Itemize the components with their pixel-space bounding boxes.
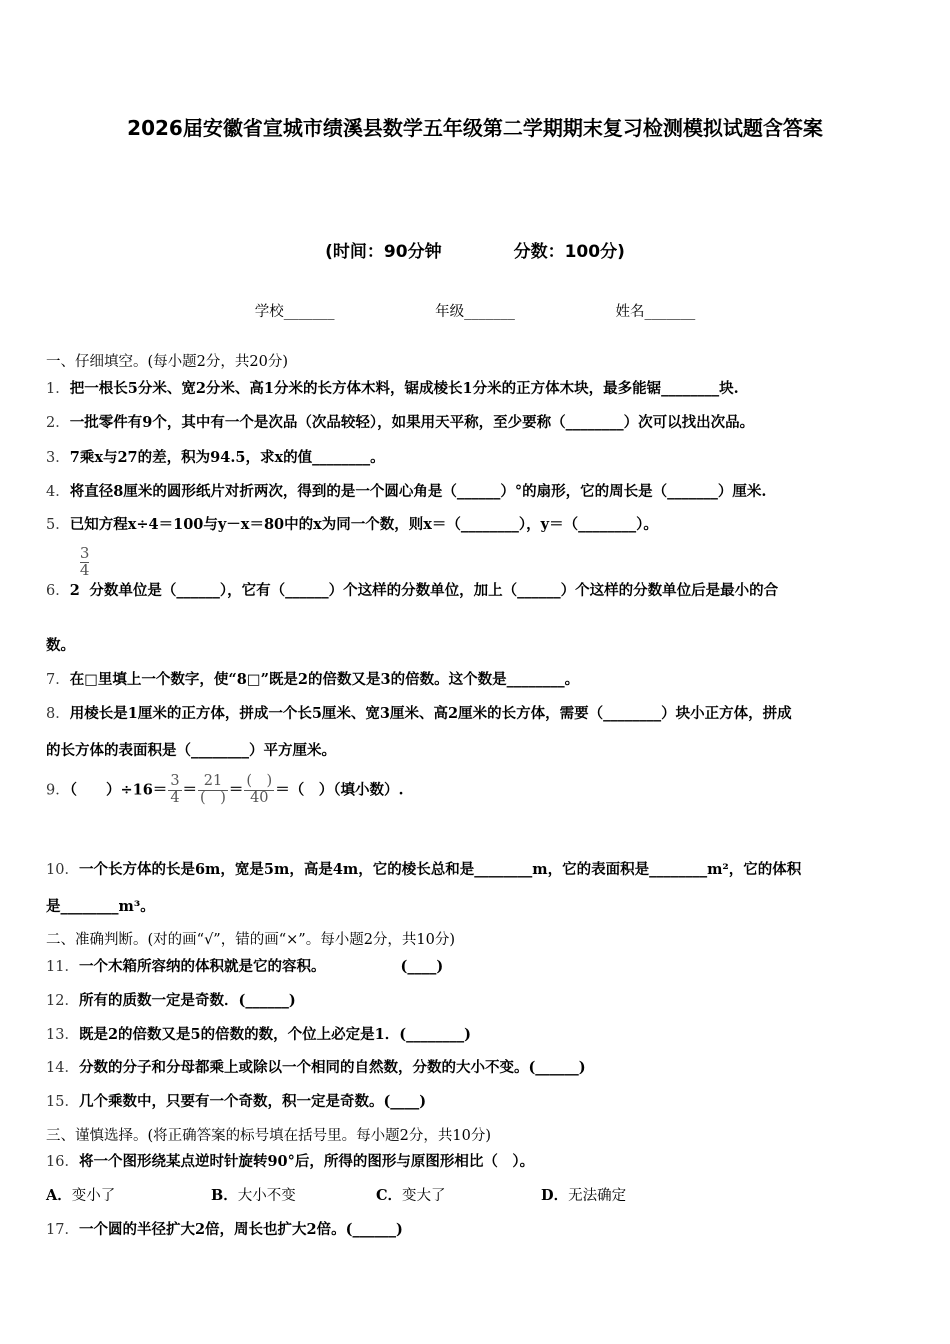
question-text: 一个木箱所容纳的体积就是它的容积。 <box>78 958 326 975</box>
question-number: 8． <box>46 706 70 722</box>
question-number: 17． <box>46 1222 79 1238</box>
option-b[interactable]: B．大小不变 <box>211 1187 296 1204</box>
question-text: 一个长方体的长是6m，宽是5m，高是4m，它的棱长总和是________m，它的表面积是________m²，它的体积 <box>78 861 802 878</box>
section-heading: 三、谨慎选择。(将正确答案的标号填在括号里。每小题2分，共10分) <box>46 1128 491 1144</box>
question-number: 4． <box>46 484 70 500</box>
question-text: 将一个图形绕某点逆时针旋转90°后，所得的图形与原图形相比（ ）。 <box>78 1153 535 1170</box>
question-6 <box>46 546 908 600</box>
question-text: 既是2的倍数又是5的倍数的数，个位上必定是1．(________) <box>78 1026 471 1043</box>
question-number: 5． <box>46 517 70 533</box>
question-2 <box>46 411 908 432</box>
option-d[interactable]: D．无法确定 <box>541 1187 627 1204</box>
fraction-21-blank <box>198 774 228 807</box>
question-text: 7乘x与27的差，积为94.5，求x的值________。 <box>69 449 385 466</box>
question-text: 将直径8厘米的圆形纸片对折两次，得到的是一个圆心角是（______）°的扇形，它的周长是（_______）厘米. <box>69 483 767 500</box>
option-a[interactable]: A．变小了 <box>46 1187 116 1204</box>
fraction-numerator: 21 <box>198 774 228 791</box>
section-heading: 一、仔细填空。(每小题2分，共20分) <box>46 354 288 370</box>
question-8-continued: 的长方体的表面积是（________）平方厘米。 <box>46 742 336 759</box>
question-text: 一个圆的半径扩大2倍，周长也扩大2倍。(______) <box>78 1221 403 1238</box>
fraction-denominator: 4 <box>170 789 180 806</box>
question-16-options <box>46 1184 908 1205</box>
question-number: 10． <box>46 862 79 878</box>
question-7 <box>46 668 908 689</box>
question-text: 把一根长5分米、宽2分米、高1分米的长方体木料，锯成棱长1分米的正方体木块，最多能锯________块. <box>69 380 739 397</box>
question-10-continued: 是________m³。 <box>46 898 155 915</box>
question-text: 所有的质数一定是奇数．(______) <box>78 992 296 1009</box>
question-text: 在□里填上一个数字，使“8□”既是2的倍数又是3的倍数。这个数是________。 <box>69 671 580 688</box>
equals-sign: ＝ <box>228 781 244 799</box>
fraction-blank-40 <box>244 774 274 807</box>
answer-blank: (____) <box>400 958 444 975</box>
question-number: 1． <box>46 381 70 397</box>
fraction-numerator: 3 <box>79 544 90 562</box>
question-10 <box>46 858 908 879</box>
question-number: 11． <box>46 959 79 975</box>
equals-sign: ＝ <box>182 781 198 799</box>
question-9 <box>46 774 908 807</box>
name-field: 姓名_______ <box>615 304 696 320</box>
student-info <box>0 300 950 321</box>
question-number: 14． <box>46 1060 79 1076</box>
question-5 <box>46 513 908 534</box>
question-14 <box>46 1056 908 1077</box>
question-text-start: （ ）÷16＝ <box>69 781 168 799</box>
question-16 <box>46 1150 908 1171</box>
page-title: 2026届安徽省宣城市绩溪县数学五年级第二学期期末复习检测模拟试题含答案 <box>127 116 823 140</box>
question-text: 一批零件有9个，其中有一个是次品（次品较轻），如果用天平称，至少要称（________）次可以找出次品。 <box>69 414 755 431</box>
exam-score: 分数：100分) <box>513 242 625 262</box>
question-4 <box>46 480 908 501</box>
question-11 <box>46 955 908 976</box>
question-text: 用棱长是1厘米的正方体，拼成一个长5厘米、宽3厘米、高2厘米的长方体，需要（________）块小正方体，拼成 <box>69 705 792 722</box>
fraction-3-4 <box>168 774 181 807</box>
exam-meta <box>0 237 950 262</box>
question-text: 分数单位是（______），它有（______）个这样的分数单位，加上（______）个这样的分数单位后是最小的合 <box>89 581 779 599</box>
fraction-denominator: 40 <box>250 789 269 806</box>
fraction-numerator: 3 <box>170 773 180 789</box>
question-3 <box>46 446 908 467</box>
question-number: 3． <box>46 450 70 466</box>
question-number: 15． <box>46 1094 79 1110</box>
school-field: 学校_______ <box>254 304 335 320</box>
question-number: 12． <box>46 993 79 1009</box>
grade-field: 年级_______ <box>435 304 515 320</box>
question-8 <box>46 702 908 723</box>
option-c[interactable]: C．变大了 <box>376 1187 446 1204</box>
question-15 <box>46 1090 908 1111</box>
section-heading: 二、准确判断。(对的画“√”，错的画“×”。每小题2分，共10分) <box>46 932 456 948</box>
question-number: 9． <box>46 782 70 799</box>
question-number: 7． <box>46 672 70 688</box>
question-text-end: ＝（ ）（填小数）. <box>275 781 404 799</box>
question-number: 13． <box>46 1027 79 1043</box>
question-text: 几个乘数中，只要有一个奇数，积一定是奇数。(____) <box>78 1093 427 1110</box>
fraction-numerator: ( ) <box>246 773 273 789</box>
question-6-continued: 数。 <box>46 637 75 654</box>
mixed-whole: 2 <box>69 581 80 599</box>
fraction-denominator: ( ) <box>200 789 226 806</box>
question-number: 16． <box>46 1154 79 1170</box>
question-text: 分数的分子和分母都乘上或除以一个相同的自然数，分数的大小不变。(______) <box>78 1059 586 1076</box>
question-number: 2． <box>46 415 70 431</box>
fraction-denominator: 4 <box>79 560 90 579</box>
question-number: 6． <box>46 582 70 599</box>
question-12 <box>46 989 908 1010</box>
question-text: 已知方程x÷4＝100与y－x＝80中的x为同一个数，则x＝（________），y＝（________）。 <box>69 516 658 533</box>
question-17 <box>46 1218 908 1239</box>
exam-time: (时间：90分钟 <box>325 242 442 262</box>
question-13 <box>46 1023 908 1044</box>
question-1 <box>46 377 908 398</box>
mixed-fraction <box>80 546 90 579</box>
